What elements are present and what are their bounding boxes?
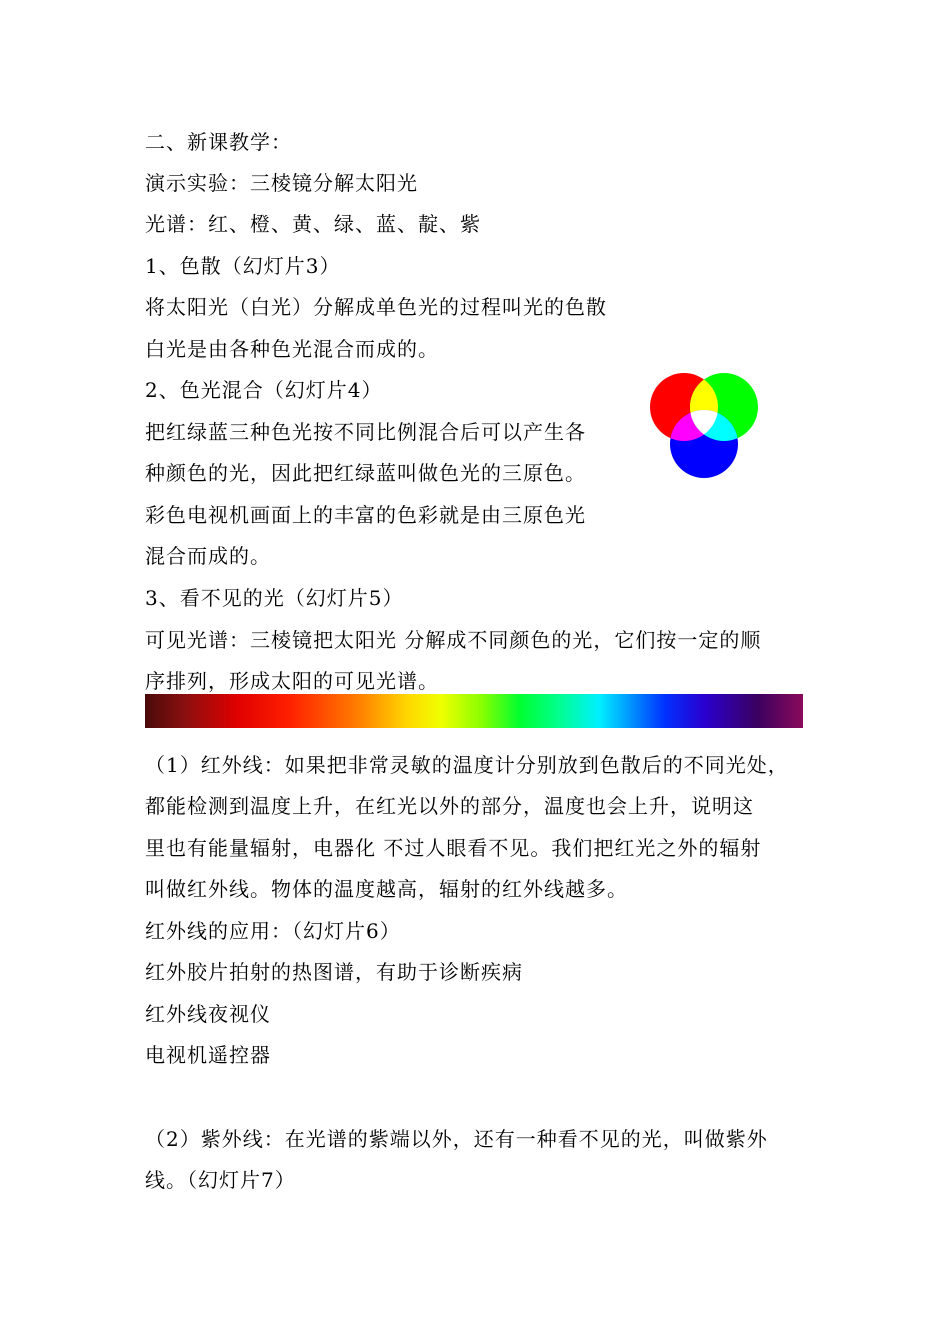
text-infrared-2: 都能检测到温度上升，在红光以外的部分，温度也会上升，说明这 bbox=[145, 794, 754, 818]
heading-color-mixing: 2、色光混合（幻灯片4） bbox=[145, 378, 383, 402]
text-infrared-app-2: 红外线夜视仪 bbox=[145, 1002, 271, 1026]
text-color-mixing-2: 种颜色的光，因此把红绿蓝叫做色光的三原色。 bbox=[145, 461, 586, 485]
text-infrared-app-3: 电视机遥控器 bbox=[145, 1043, 271, 1067]
text-color-tv-2: 混合而成的。 bbox=[145, 544, 271, 568]
rgb-color-mixing-diagram bbox=[648, 370, 760, 480]
heading-dispersion: 1、色散（幻灯片3） bbox=[145, 254, 341, 278]
text-white-light: 白光是由各种色光混合而成的。 bbox=[145, 337, 439, 361]
text-color-tv-1: 彩色电视机画面上的丰富的色彩就是由三原色光 bbox=[145, 503, 586, 527]
text-color-mixing-1: 把红绿蓝三种色光按不同比例混合后可以产生各 bbox=[145, 420, 586, 444]
text-infrared-app-1: 红外胶片拍射的热图谱，有助于诊断疾病 bbox=[145, 960, 523, 984]
text-ultraviolet-1: （2）紫外线：在光谱的紫端以外，还有一种看不见的光，叫做紫外 bbox=[145, 1127, 768, 1151]
text-infrared-1: （1）红外线：如果把非常灵敏的温度计分别放到色散后的不同光处， bbox=[145, 753, 789, 777]
text-infrared-4: 叫做红外线。物体的温度越高，辐射的红外线越多。 bbox=[145, 877, 628, 901]
visible-spectrum-bar bbox=[145, 694, 803, 728]
text-dispersion-definition: 将太阳光（白光）分解成单色光的过程叫光的色散 bbox=[145, 295, 607, 319]
text-infrared-3: 里也有能量辐射，电器化 不过人眼看不见。我们把红光之外的辐射 bbox=[145, 836, 762, 860]
text-visible-spectrum-2: 序排列，形成太阳的可见光谱。 bbox=[145, 669, 439, 693]
section-heading-new-lesson: 二、新课教学： bbox=[145, 130, 292, 154]
heading-infrared-applications: 红外线的应用：（幻灯片6） bbox=[145, 919, 401, 943]
heading-invisible-light: 3、看不见的光（幻灯片5） bbox=[145, 586, 404, 610]
text-demo-experiment: 演示实验：三棱镜分解太阳光 bbox=[145, 171, 418, 195]
text-ultraviolet-2: 线。（幻灯片7） bbox=[145, 1168, 296, 1192]
text-spectrum-colors: 光谱：红、橙、黄、绿、蓝、靛、紫 bbox=[145, 212, 481, 236]
text-visible-spectrum-1: 可见光谱：三棱镜把太阳光 分解成不同颜色的光，它们按一定的顺 bbox=[145, 628, 762, 652]
